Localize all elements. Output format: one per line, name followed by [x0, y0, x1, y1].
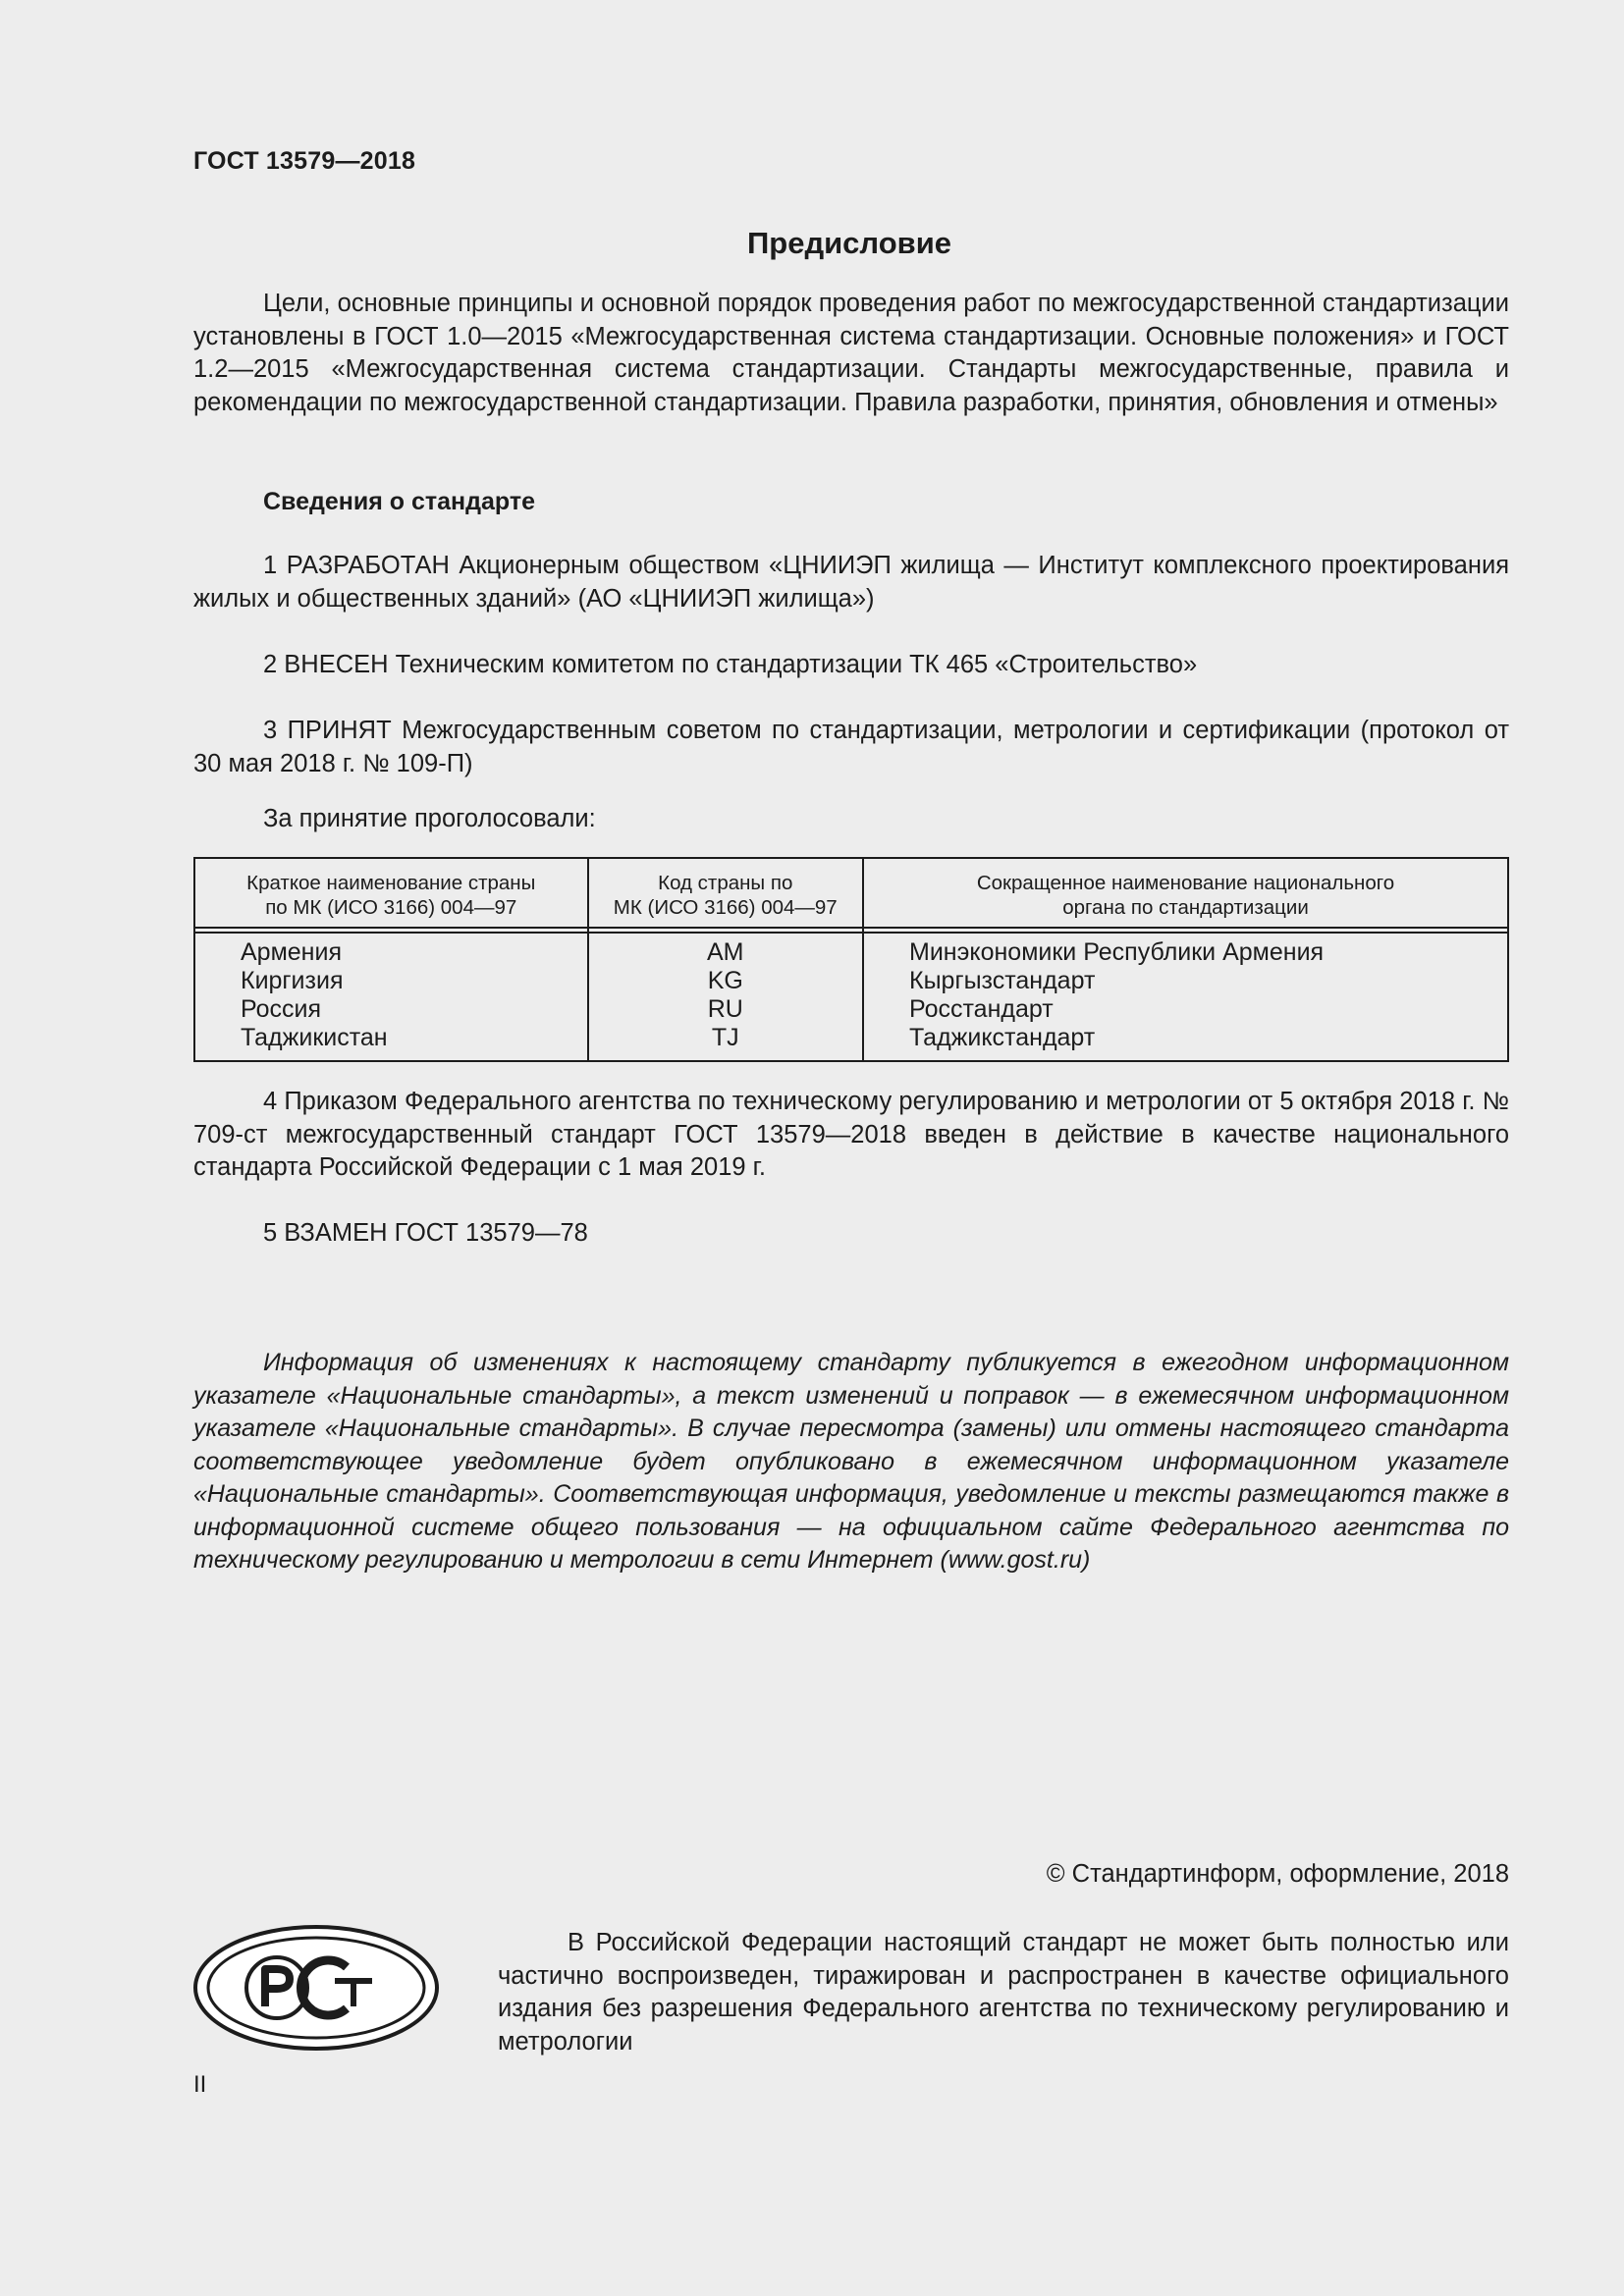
voted-label: За принятие проголосовали:: [263, 805, 596, 832]
intro-paragraph: Цели, основные принципы и основной порядок проведения работ по межгосударственной стандартизации установлены в ГОСТ 1.0—2015 «Межгосударственная система стандартизации. Основные положения» и ГОСТ 1.2—2015 «Межгосударственная система стандартизации. Стандарты межгосударственные, правила и рекомендации по межгосударственной стандартизации. Правила разработки, принятия, обновления и отмены»: [193, 290, 1509, 416]
cell-code: KG: [588, 967, 864, 995]
item-4: 4 Приказом Федерального агентства по техническому регулированию и метрологии от 5 октября 2018 г. № 709-ст межгосударственный стандарт ГОСТ 13579—2018 введен в действие в качестве национального стандарта Российской Федерации с 1 мая 2019 г.: [193, 1088, 1509, 1181]
cell-code: TJ: [588, 1024, 864, 1061]
page-number: II: [193, 2071, 207, 2098]
table-row: [194, 967, 1508, 995]
gost-r-logo-svg: [192, 1924, 440, 2052]
gost-r-logo-icon: [192, 1924, 440, 2056]
section-heading: Сведения о стандарте: [263, 488, 536, 515]
changes-info: Информация об изменениях к настоящему стандарту публикуется в ежегодном информационном указателе «Национальные стандарты», а текст изменений и поправок — в ежемесячном информационном указателе «Национальные стандарты». В случае пересмотра (замены) или отмены настоящего стандарта соответствующее уведомление будет опубликовано в ежемесячном информационном указателе «Национальные стандарты». Соответствующая информация, уведомление и тексты размещаются также в информационной системе общего пользования — на официальном сайте Федерального агентства по техническому регулированию и метрологии в сети Интернет (www.gost.ru): [193, 1349, 1509, 1574]
cell-country: Россия: [241, 995, 321, 1023]
header-code-line1: Код страны по: [658, 872, 793, 894]
voting-table: [193, 857, 1509, 1062]
header-body-line1: Сокращенное наименование национального: [976, 872, 1395, 894]
header-country-line2: по МК (ИСО 3166) 004—97: [265, 896, 517, 919]
table-header-code: [588, 858, 864, 928]
item-2: 2 ВНЕСЕН Техническим комитетом по стандартизации ТК 465 «Строительство»: [263, 651, 1198, 678]
cell-country: Киргизия: [241, 967, 344, 994]
document-code: ГОСТ 13579—2018: [193, 147, 416, 175]
table-row: [194, 933, 1508, 967]
copyright-notice: © Стандартинформ, оформление, 2018: [1046, 1860, 1509, 1888]
table-header-body: [863, 858, 1508, 928]
cell-body: Кыргызстандарт: [863, 967, 1508, 995]
cell-country: Таджикистан: [241, 1024, 388, 1051]
cell-body: Таджикстандарт: [863, 1024, 1508, 1061]
table-header-country: [194, 858, 588, 928]
table-row: [194, 1024, 1508, 1061]
item-3: 3 ПРИНЯТ Межгосударственным советом по стандартизации, метрологии и сертификации (протокол от 30 мая 2018 г. № 109-П): [193, 717, 1509, 777]
cell-code: RU: [588, 995, 864, 1024]
item-5: 5 ВЗАМЕН ГОСТ 13579—78: [263, 1219, 588, 1247]
header-code-line2: МК (ИСО 3166) 004—97: [613, 896, 838, 919]
cell-code: AM: [588, 933, 864, 967]
cell-country: Армения: [241, 938, 342, 966]
cell-body: Росстандарт: [863, 995, 1508, 1024]
table-header-row: [194, 858, 1508, 928]
rights-notice: В Российской Федерации настоящий стандарт не может быть полностью или частично воспроизведен, тиражирован и распространен в качестве официального издания без разрешения Федерального агентства по техническому регулированию и метрологии: [498, 1929, 1509, 2056]
table-row: [194, 995, 1508, 1024]
cell-body: Минэкономики Республики Армения: [863, 933, 1508, 967]
header-country-line1: Краткое наименование страны: [246, 872, 536, 894]
header-body-line2: органа по стандартизации: [1062, 896, 1309, 919]
item-1: 1 РАЗРАБОТАН Акционерным обществом «ЦНИИЭП жилища — Институт комплексного проектирования жилых и общественных зданий» (АО «ЦНИИЭП жилища»): [193, 552, 1509, 613]
page-title: Предисловие: [746, 226, 951, 260]
